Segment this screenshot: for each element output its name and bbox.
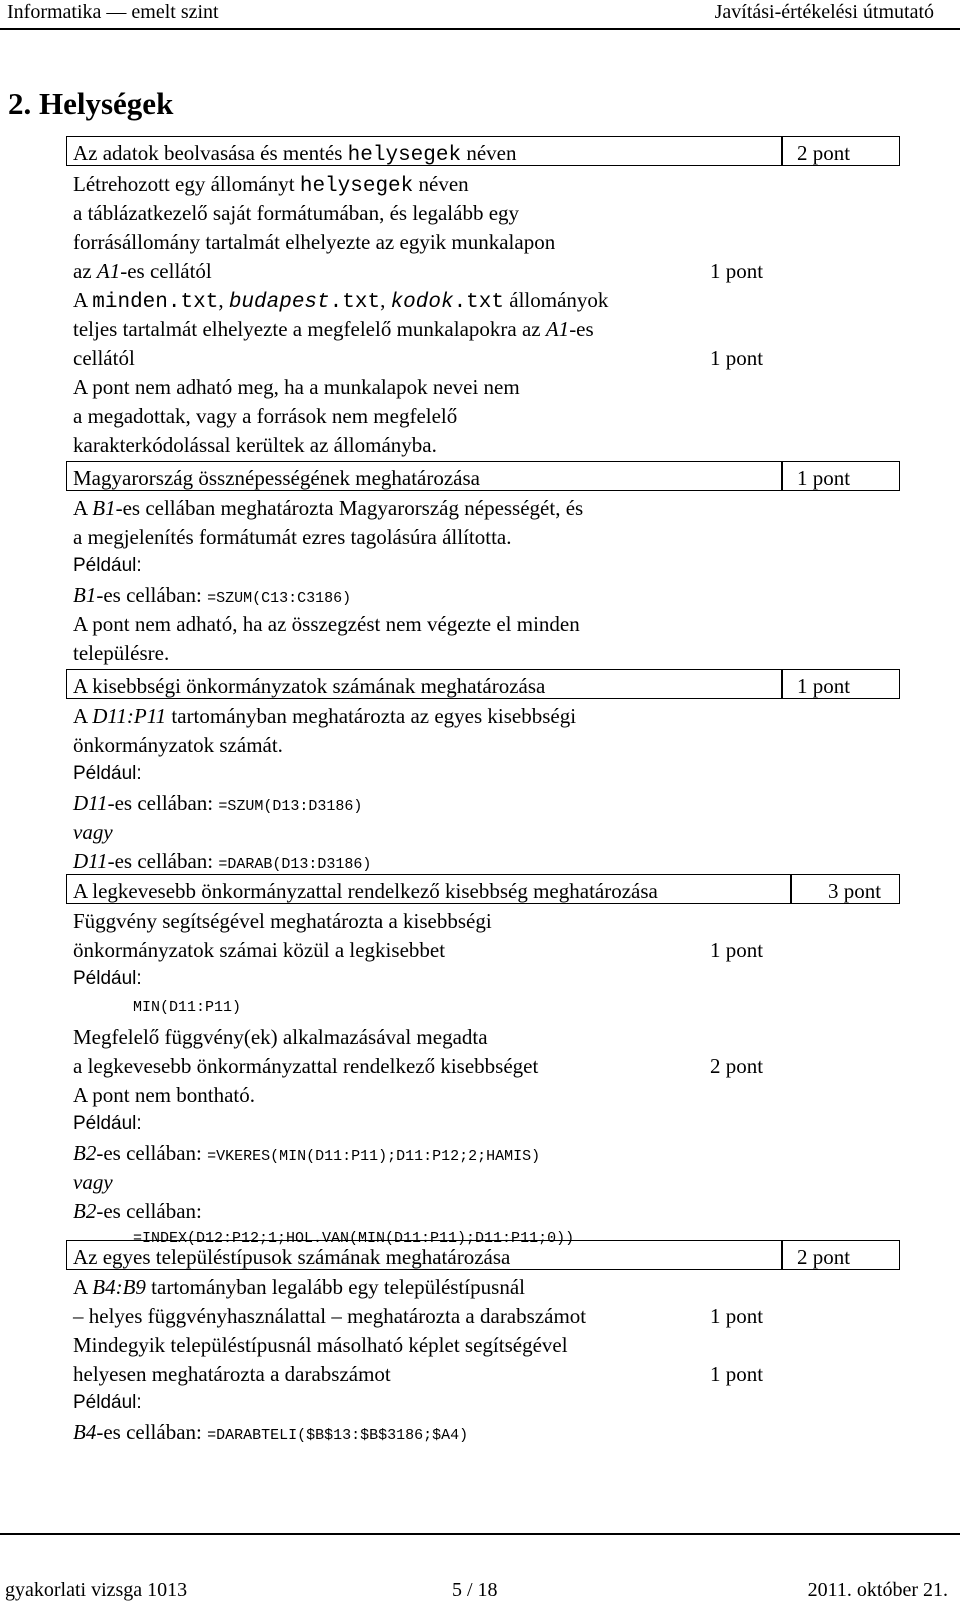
section-heading-3: A kisebbségi önkormányzatok számának meghatározása <box>73 674 546 698</box>
s4-code-1: MIN(D11:P11) <box>133 999 242 1016</box>
s3-line-1: A D11:P11 tartományban meghatározta az egyes kisebbségi <box>73 704 577 728</box>
s4-line-6: a legkevesebb önkormányzattal rendelkező kisebbséget <box>73 1054 539 1078</box>
header-left: Informatika — emelt szint <box>7 1 219 23</box>
footer-right: 2011. október 21. <box>807 1579 948 1601</box>
section-heading-2: Magyarország össznépességének meghatározása <box>73 466 480 490</box>
s4-line-11: B2-es cellában: <box>73 1199 202 1223</box>
s5-line-3: Mindegyik településtípusnál másolható képlet segítségével <box>73 1333 568 1357</box>
s5-points-2: 1 pont <box>710 1362 764 1386</box>
s5-example-label: Például: <box>73 1392 142 1413</box>
s3-line-6: D11-es cellában: =DARAB(D13:D3186) <box>73 849 372 873</box>
s3-line-4: D11-es cellában: =SZUM(D13:D3186) <box>73 791 363 815</box>
s1-line-4: az A1-es cellától <box>73 259 212 283</box>
s1-line-7: cellától <box>73 346 135 370</box>
s5-line-1: A B4:B9 tartományban legalább egy településtípusnál <box>73 1275 525 1299</box>
footer-page: 5 / 18 <box>452 1579 498 1601</box>
s3-line-2: önkormányzatok számát. <box>73 733 283 757</box>
s4-code-2: =INDEX(D12:P12;1;HOL.VAN(MIN(D11:P11);D11:P11;0)) <box>133 1230 575 1247</box>
points-divider-3 <box>781 669 783 699</box>
footer-rule <box>0 1533 960 1535</box>
s2-line-4: B1-es cellában: =SZUM(C13:C3186) <box>73 583 352 607</box>
s2-line-5: A pont nem adható, ha az összegzést nem végezte el minden <box>73 612 580 636</box>
s5-line-4: helyesen meghatározta a darabszámot <box>73 1362 391 1386</box>
section-heading-1: Az adatok beolvasása és mentés helysegek néven <box>73 141 517 167</box>
section-heading-4: A legkevesebb önkormányzattal rendelkező kisebbség meghatározása <box>73 879 658 903</box>
s1-line-8: A pont nem adható meg, ha a munkalapok nevei nem <box>73 375 520 399</box>
points-divider-5 <box>781 1240 783 1270</box>
s5-line-6: B4-es cellában: =DARABTELI($B$13:$B$3186;$A4) <box>73 1420 469 1444</box>
section-points-4: 3 pont <box>828 879 882 903</box>
s4-points-1: 1 pont <box>710 938 764 962</box>
s2-line-1: A B1-es cellában meghatározta Magyarország népességét, és <box>73 496 584 520</box>
s1-line-1: Létrehozott egy állományt helysegek néven <box>73 172 469 198</box>
header-rule <box>0 28 960 30</box>
s5-points-1: 1 pont <box>710 1304 764 1328</box>
footer-left: gyakorlati vizsga 1013 <box>5 1579 188 1601</box>
s1-line-6: teljes tartalmát elhelyezte a megfelelő munkalapokra az A1-es <box>73 317 594 341</box>
section-points-3: 1 pont <box>797 674 851 698</box>
s4-line-7: A pont nem bontható. <box>73 1083 255 1107</box>
s2-line-6: településre. <box>73 641 170 665</box>
points-divider-4 <box>790 874 792 904</box>
s3-or: vagy <box>73 820 113 844</box>
s4-line-9: B2-es cellában: =VKERES(MIN(D11:P11);D11:P12;2;HAMIS) <box>73 1141 541 1165</box>
points-divider-1 <box>781 136 783 166</box>
s4-line-5: Megfelelő függvény(ek) alkalmazásával megadta <box>73 1025 488 1049</box>
section-points-2: 1 pont <box>797 466 851 490</box>
s1-line-9: a megadottak, vagy a források nem megfelelő <box>73 404 458 428</box>
s1-points-2: 1 pont <box>710 346 764 370</box>
s1-line-3: forrásállomány tartalmát elhelyezte az egyik munkalapon <box>73 230 556 254</box>
s4-line-2: önkormányzatok számai közül a legkisebbet <box>73 938 446 962</box>
s1-line-2: a táblázatkezelő saját formátumában, és legalább egy <box>73 201 520 225</box>
section-points-1: 2 pont <box>797 141 851 165</box>
header-right: Javítási-értékelési útmutató <box>714 1 934 23</box>
s1-line-5: A minden.txt, budapest.txt, kodok.txt állományok <box>73 288 609 314</box>
s1-points-1: 1 pont <box>710 259 764 283</box>
s2-example-label: Például: <box>73 555 142 576</box>
s4-or: vagy <box>73 1170 113 1194</box>
page-title: 2. Helységek <box>8 86 174 121</box>
s4-line-1: Függvény segítségével meghatározta a kisebbségi <box>73 909 492 933</box>
s5-line-2: – helyes függvényhasználattal – meghatározta a darabszámot <box>73 1304 587 1328</box>
s2-line-2: a megjelenítés formátumát ezres tagolásúra állította. <box>73 525 512 549</box>
section-points-5: 2 pont <box>797 1245 851 1269</box>
s4-example-label-2: Például: <box>73 1113 142 1134</box>
s1-line-10: karakterkódolással kerültek az állományba. <box>73 433 437 457</box>
s4-points-2: 2 pont <box>710 1054 764 1078</box>
points-divider-2 <box>781 461 783 491</box>
s3-example-label: Például: <box>73 763 142 784</box>
section-heading-5: Az egyes településtípusok számának meghatározása <box>73 1245 511 1269</box>
s4-example-label: Például: <box>73 968 142 989</box>
